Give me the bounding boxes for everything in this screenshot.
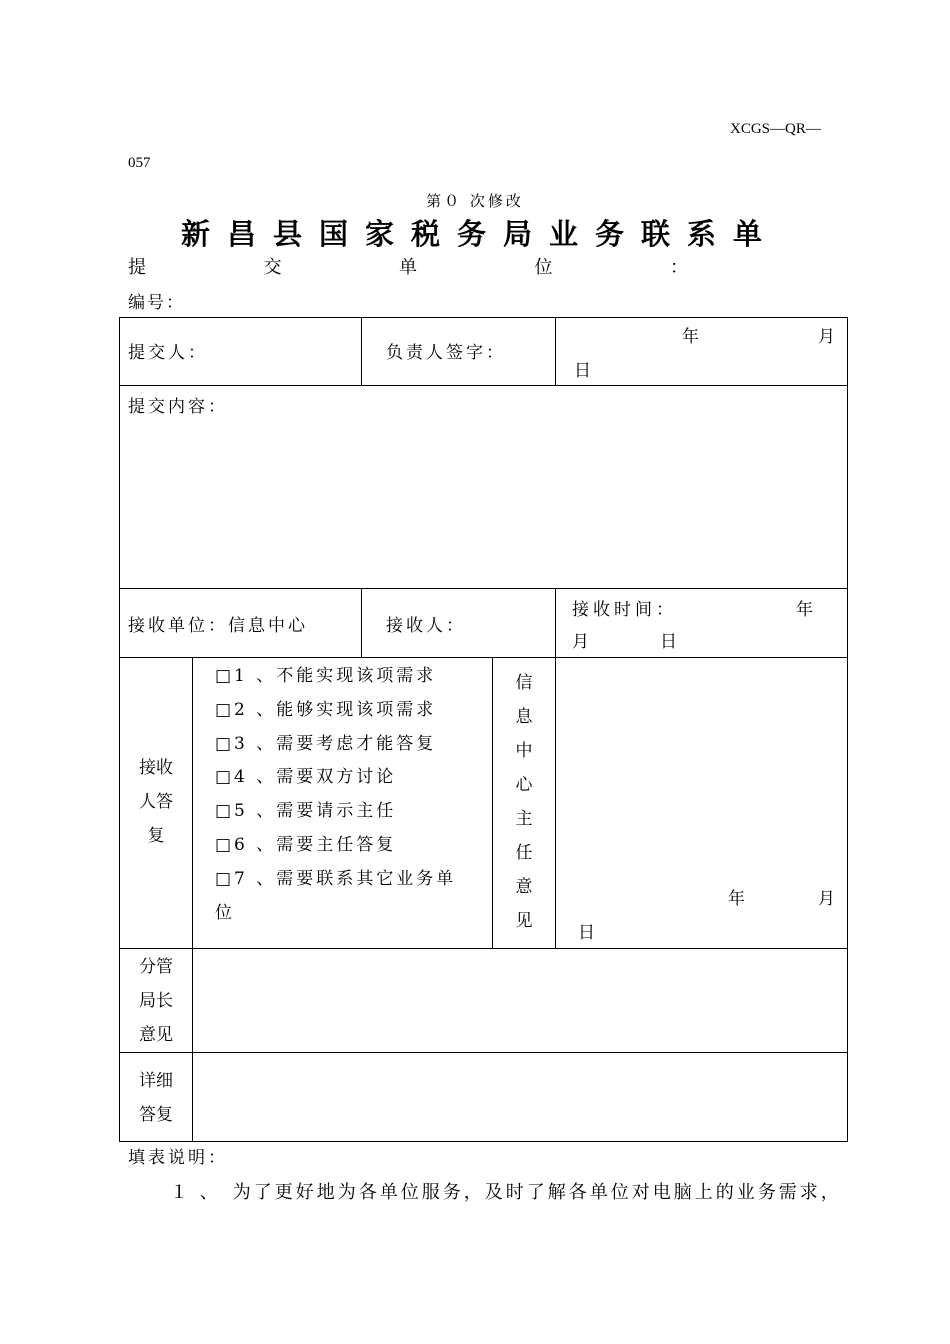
detail-label-line: 答复 <box>139 1105 173 1125</box>
opinion-day: 日 <box>578 923 595 943</box>
receive-day: 日 <box>660 632 677 652</box>
opinion-year: 年 <box>728 889 745 909</box>
reply-option-1[interactable]: □1 、不能实现该项需求 <box>215 666 437 686</box>
submit-date-cell[interactable] <box>556 318 848 386</box>
receiver-cell[interactable] <box>362 589 556 658</box>
date-day: 日 <box>574 361 591 381</box>
reply-option-4[interactable]: □4 、需要双方讨论 <box>215 767 397 788</box>
page-title: 新昌县国家税务局业务联系单 <box>180 217 779 251</box>
reply-option-2[interactable]: □2 、能够实现该项需求 <box>215 699 437 720</box>
deputy-opinion-cell[interactable] <box>193 949 848 1053</box>
submitter-label: 提交人： <box>128 343 208 363</box>
reply-label-line: 复 <box>147 826 165 846</box>
director-opinion-char: 信 <box>515 673 533 693</box>
receive-month: 月 <box>572 632 589 652</box>
number-label: 编号： <box>128 293 185 313</box>
reply-label-line: 接收 <box>139 758 173 778</box>
content-cell[interactable] <box>120 386 848 589</box>
director-opinion-char: 心 <box>515 775 533 795</box>
receive-time-cell[interactable] <box>556 589 848 658</box>
reply-option-6[interactable]: □6 、需要主任答复 <box>215 834 397 855</box>
director-opinion-char: 意 <box>515 877 533 897</box>
reply-option-7-cont: 位 <box>215 902 235 923</box>
reply-option-7[interactable]: □7 、需要联系其它业务单 <box>215 868 457 889</box>
detail-label-line: 详细 <box>139 1071 173 1091</box>
deputy-label-line: 意见 <box>139 1025 173 1045</box>
reply-options-cell <box>193 658 493 949</box>
form-code-line2: 057 <box>128 155 151 171</box>
deputy-label-cell <box>120 949 193 1053</box>
reply-option-5[interactable]: □5 、需要请示主任 <box>215 801 397 822</box>
contact-form-table <box>119 317 848 1142</box>
notes-item-1: １ 、 为了更好地为各单位服务，及时了解各单位对电脑上的业务需求， <box>170 1182 842 1203</box>
deputy-label-line: 局长 <box>139 991 173 1011</box>
receive-time-label: 接收时间： <box>572 600 677 620</box>
reply-label-line: 人答 <box>139 792 173 812</box>
detail-label-cell <box>120 1053 193 1142</box>
director-opinion-char: 主 <box>515 809 533 829</box>
notes-heading: 填表说明： <box>128 1148 228 1168</box>
director-opinion-label-cell <box>493 658 556 949</box>
submit-unit-char: 单 <box>399 257 417 278</box>
submit-unit-row <box>128 253 688 279</box>
revision-label: 第０ 次修改 <box>426 192 524 210</box>
deputy-label-line: 分管 <box>139 957 173 977</box>
director-opinion-char: 息 <box>515 707 533 727</box>
manager-sign-cell[interactable] <box>362 318 556 386</box>
director-opinion-char: 见 <box>515 911 533 931</box>
detail-reply-cell[interactable] <box>193 1053 848 1142</box>
director-opinion-char: 中 <box>515 741 533 761</box>
submit-unit-char: ： <box>670 257 688 278</box>
reply-label-cell <box>120 658 193 949</box>
submit-unit-char: 位 <box>534 257 553 278</box>
opinion-month: 月 <box>818 889 835 909</box>
receiving-unit-cell <box>120 589 362 658</box>
reply-option-3[interactable]: □3 、需要考虑才能答复 <box>215 733 437 754</box>
director-opinion-char: 任 <box>515 843 533 863</box>
receiving-unit-label: 接收单位：信息中心 <box>128 616 308 636</box>
director-opinion-cell[interactable] <box>556 658 848 949</box>
manager-sign-label: 负责人签字： <box>386 343 506 363</box>
content-label: 提交内容： <box>128 397 228 417</box>
submit-unit-char: 提 <box>128 257 146 278</box>
receiver-label: 接收人： <box>386 616 466 636</box>
submit-unit-char: 交 <box>263 257 282 278</box>
date-month: 月 <box>818 327 835 347</box>
submitter-cell[interactable] <box>120 318 362 386</box>
receive-year: 年 <box>796 600 813 620</box>
date-year: 年 <box>682 327 699 347</box>
form-code-line1: XCGS—QR— <box>730 121 821 137</box>
